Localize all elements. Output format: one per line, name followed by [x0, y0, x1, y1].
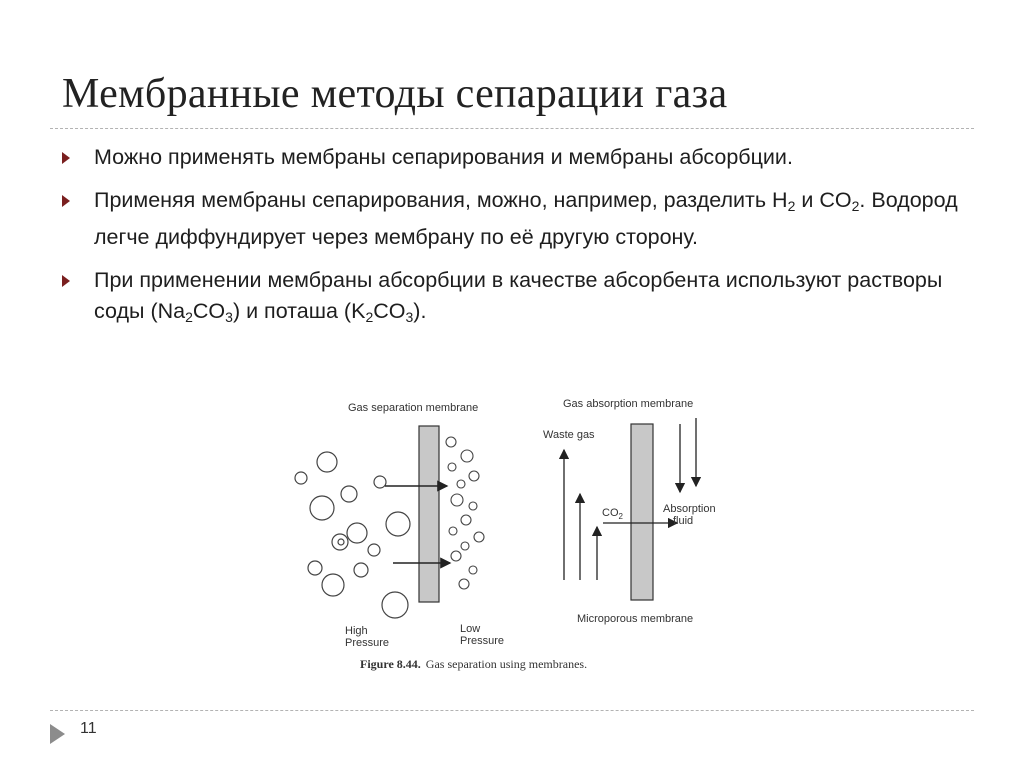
high-pressure-label: High — [345, 625, 368, 637]
molecule — [308, 561, 322, 575]
molecule — [295, 472, 307, 484]
large-molecules — [295, 452, 410, 618]
molecule — [382, 592, 408, 618]
high-pressure-label: Pressure — [345, 637, 390, 649]
molecule — [448, 463, 456, 471]
absorption-fluid-label: Absorption — [663, 503, 716, 515]
absorption-fluid-label: fluid — [673, 515, 694, 527]
molecule — [322, 574, 344, 596]
molecule — [338, 539, 344, 545]
low-pressure-label: Low — [460, 623, 481, 635]
bullet-arrow-icon — [62, 152, 70, 164]
molecule — [449, 527, 457, 535]
molecule — [368, 544, 380, 556]
slide-title: Мембранные методы сепарации газа — [62, 71, 728, 117]
bullet-arrow-icon — [62, 195, 70, 207]
bullet-item — [62, 185, 962, 253]
footer-divider — [50, 710, 974, 711]
low-pressure-label: Pressure — [460, 635, 505, 647]
left-panel-title: Gas separation membrane — [348, 402, 479, 414]
molecule — [374, 476, 386, 488]
molecule — [347, 523, 367, 543]
figure-caption: Figure 8.44. Gas separation using membranes. — [360, 657, 588, 671]
molecule — [354, 563, 368, 577]
molecule — [461, 542, 469, 550]
small-molecules — [446, 437, 484, 589]
molecule — [332, 534, 348, 550]
molecule — [469, 566, 477, 574]
molecule — [459, 579, 469, 589]
separation-membrane — [419, 426, 439, 602]
molecule — [461, 450, 473, 462]
molecule — [446, 437, 456, 447]
co2-label: $CO_2$ — [602, 507, 623, 521]
absorption-membrane — [631, 424, 653, 600]
bullet-text: При применении мембраны абсорбции в качестве абсорбента используют растворы соды $(Na_2CO_3)$ и поташа $(K_2CO_3)$. — [94, 268, 943, 325]
membrane-figure — [285, 390, 745, 690]
molecule — [451, 494, 463, 506]
molecule — [474, 532, 484, 542]
microporous-label: Microporous membrane — [577, 613, 694, 625]
molecule — [317, 452, 337, 472]
molecule — [310, 496, 334, 520]
molecule — [469, 502, 477, 510]
molecule — [469, 471, 479, 481]
title-divider — [50, 128, 974, 129]
page-number: 11 — [80, 720, 97, 737]
molecule — [461, 515, 471, 525]
right-panel-title: Gas absorption membrane — [563, 398, 694, 410]
bullet-text: Можно применять мембраны сепарирования и мембраны абсорбции. — [94, 145, 793, 169]
molecule — [457, 480, 465, 488]
bullet-arrow-icon — [62, 275, 70, 287]
molecule — [341, 486, 357, 502]
molecule — [451, 551, 461, 561]
footer-arrow-icon — [50, 724, 65, 744]
waste-gas-label: Waste gas — [543, 429, 595, 441]
bullet-list — [62, 142, 962, 345]
bullet-item — [62, 265, 962, 333]
bullet-text: Применяя мембраны сепарирования, можно, например, разделить $H_2$ и $CO_2$. Водород легче диффундирует через мембрану по её другую сторону. — [94, 188, 958, 249]
bullet-item — [62, 142, 962, 173]
molecule — [386, 512, 410, 536]
